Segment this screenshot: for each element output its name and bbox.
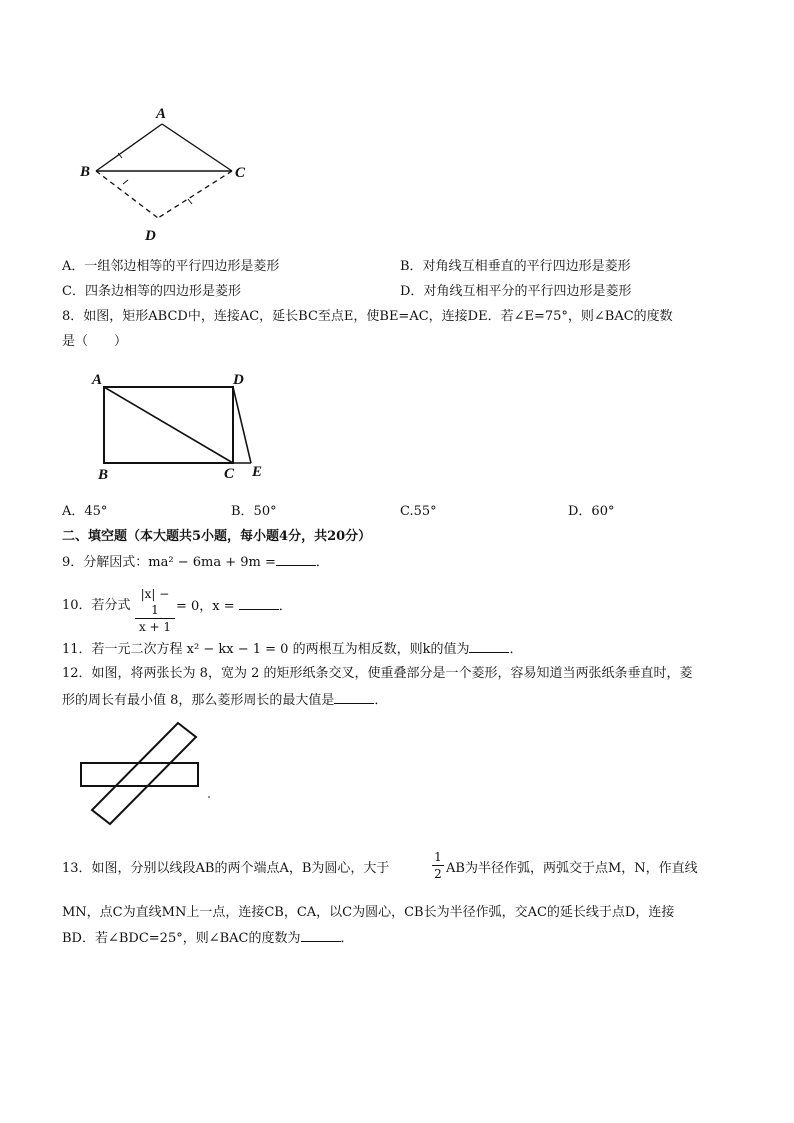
q8-label-e: E [252, 464, 263, 480]
section-heading: 二、填空题（本大题共5小题，每小题4分，共20分） [62, 529, 372, 544]
q11-text: 11．若一元二次方程 x² − kx − 1 = 0 的两根互为相反数，则k的值为 ． [62, 642, 523, 657]
q12-answer-blank[interactable] [334, 691, 374, 704]
q8-option-a: A．45° [62, 504, 108, 519]
q10-numerator: |x| − 1 [135, 586, 175, 619]
q9-answer-blank[interactable] [276, 553, 316, 566]
q8-rectangle-figure [88, 368, 278, 483]
q8-label-d: D [233, 372, 244, 388]
q8-label-a: A [92, 372, 103, 388]
q12-line2: 形的周长有最小值 8，那么菱形周长的最大值是 ． [62, 693, 388, 708]
q7-rhombus-figure [70, 100, 260, 250]
q10-denominator: x + 1 [138, 620, 172, 634]
q10-rest: = 0，x = ． [176, 599, 292, 614]
q13-frac-num: 1 [432, 849, 444, 866]
q7-option-d: D．对角线互相平分的平行四边形是菱形 [400, 284, 632, 299]
q7-option-a: A．一组邻边相等的平行四边形是菱形 [62, 259, 280, 274]
q8-option-d: D．60° [568, 504, 615, 519]
q12-line1: 12．如图，将两张长为 8，宽为 2 的矩形纸条交叉，使重叠部分是一个菱形，容易知道当两张纸条垂直时，菱 [62, 666, 693, 681]
q7-label-d: D [145, 228, 156, 244]
q8-label-c: C [224, 466, 235, 482]
q8-stem-line2: 是（ ） [62, 334, 128, 349]
q10-answer-blank[interactable] [239, 597, 279, 610]
q7-option-b: B．对角线互相垂直的平行四边形是菱形 [400, 259, 631, 274]
q8-stem-line1: 8．如图，矩形ABCD中，连接AC，延长BC至点E，使BE=AC，连接DE．若∠E=75°，则∠BAC的度数 [62, 309, 673, 324]
q9-text: 9．分解因式：ma² − 6ma + 9m = ． [62, 555, 329, 570]
q13-fraction [432, 849, 444, 882]
q13-line3: BD．若∠BDC=25°，则∠BAC的度数为 ． [62, 931, 354, 946]
q13-line1a: 13．如图，分别以线段AB的两个端点A，B为圆心，大于 [62, 861, 390, 876]
q10-fraction [135, 586, 175, 635]
q7-label-c: C [235, 165, 246, 181]
q8-label-b: B [98, 467, 109, 483]
q8-option-c: C.55° [400, 504, 437, 519]
q10-prefix: 10．若分式 [62, 598, 131, 613]
q13-line2: MN，点C为直线MN上一点，连接CB，CA，以C为圆心，CB长为半径作弧，交AC的延长线于点D，连接 [62, 905, 675, 920]
q11-answer-blank[interactable] [469, 640, 509, 653]
q13-answer-blank[interactable] [301, 929, 341, 942]
q13-line1b: AB为半径作弧，两弧交于点M，N，作直线 [446, 861, 698, 876]
q7-label-b: B [80, 164, 91, 180]
q7-label-a: A [156, 106, 167, 122]
q13-frac-den: 2 [434, 867, 442, 881]
q7-option-c: C．四条边相等的四边形是菱形 [62, 284, 241, 299]
q8-option-b: B．50° [231, 504, 277, 519]
q12-strips-figure [70, 715, 220, 830]
